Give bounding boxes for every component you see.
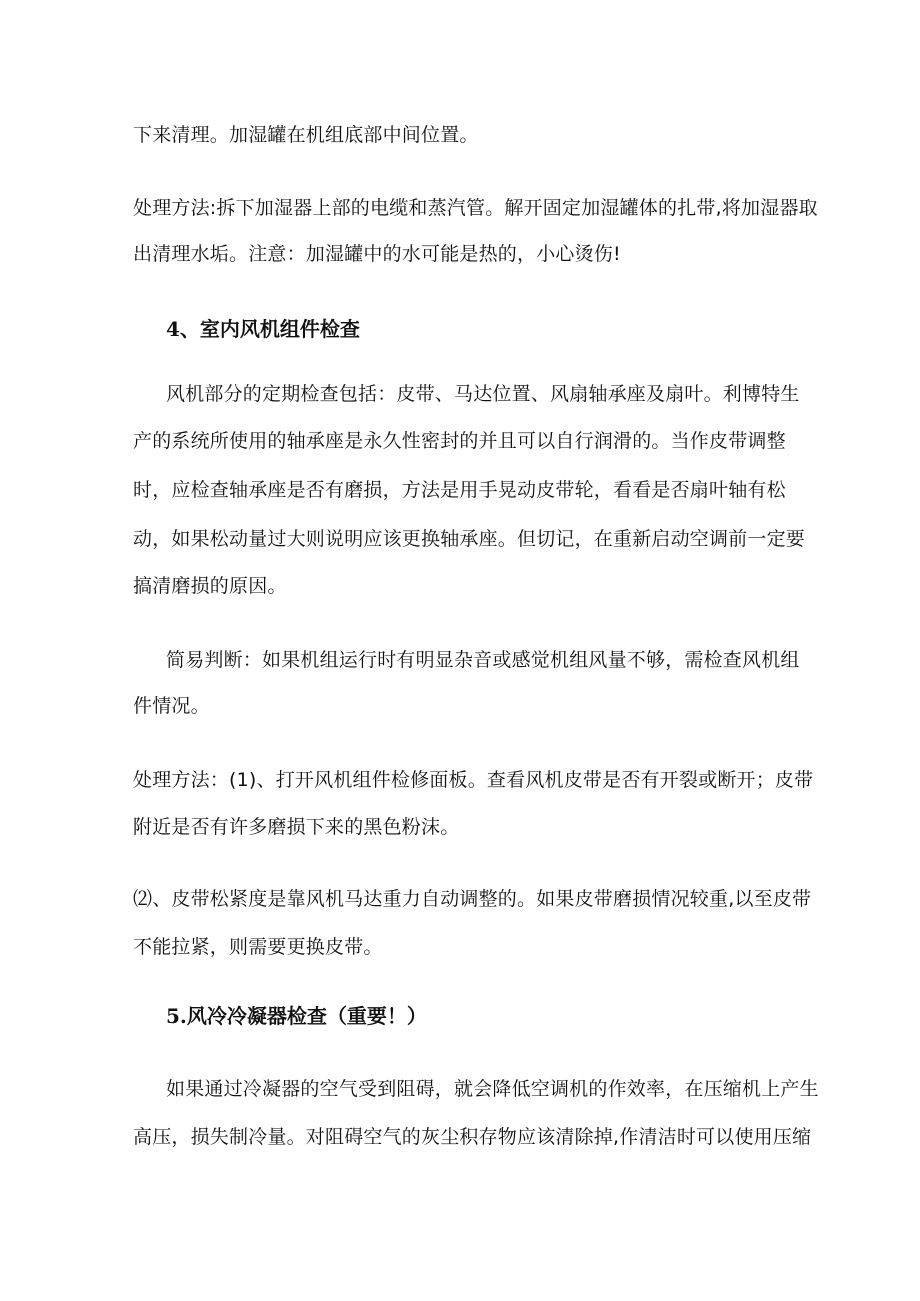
section-4-number: 4 (166, 317, 180, 341)
section-4-method-2-line-1: ⑵、皮带松紧度是靠风机马达重力自动调整的。如果皮带磨损情况较重,以至皮带 (133, 888, 812, 910)
humidifier-method-line-1: 处理方法:拆下加湿器上部的电缆和蒸汽管。解开固定加湿罐体的扎带,将加湿器取 (133, 197, 818, 219)
section-5-heading (166, 1003, 427, 1029)
section-4-para-1-line-5: 搞清磨损的原因。 (133, 575, 287, 597)
section-5-title: 风冷冷凝器检查（重要！） (186, 1004, 427, 1028)
section-4-para-2-line-1: 简易判断：如果机组运行时有明显杂音或感觉机组风量不够，需检查风机组 (166, 649, 800, 671)
section-4-para-1-line-4: 动，如果松动量过大则说明应该更换轴承座。但切记，在重新启动空调前一定要 (133, 528, 806, 550)
section-4-heading (166, 316, 360, 342)
intro-line-1: 下来清理。加湿罐在机组底部中间位置。 (133, 124, 479, 146)
section-5-number: 5. (166, 1004, 187, 1028)
section-4-method-1-line-2: 附近是否有许多磨损下来的黑色粉沫。 (133, 816, 460, 838)
section-4-para-2-line-2: 件情况。 (133, 695, 210, 717)
section-4-method-2-line-2: 不能拉紧，则需要更换皮带。 (133, 936, 383, 958)
humidifier-method-line-2: 出清理水垢。注意：加湿罐中的水可能是热的，小心烫伤! (133, 243, 621, 265)
section-4-para-1-line-1: 风机部分的定期检查包括：皮带、马达位置、风扇轴承座及扇叶。利博特生 (166, 383, 800, 405)
section-5-para-1-line-1: 如果通过冷凝器的空气受到阻碍，就会降低空调机的作效率，在压缩机上产生 (166, 1078, 819, 1100)
section-4-para-1-line-3: 时，应检查轴承座是否有磨损，方法是用手晃动皮带轮，看看是否扇叶轴有松 (133, 479, 786, 501)
section-5-para-1-line-2: 高压，损失制冷量。对阻碍空气的灰尘积存物应该清除掉,作清洁时可以使用压缩 (133, 1126, 812, 1148)
section-4-title: 、室内风机组件检查 (179, 317, 360, 341)
section-4-para-1-line-2: 产的系统所使用的轴承座是永久性密封的并且可以自行润滑的。当作皮带调整 (133, 430, 786, 452)
section-4-method-1-line-1: 处理方法：(1)、打开风机组件检修面板。查看风机皮带是否有开裂或断开；皮带 (133, 769, 814, 791)
